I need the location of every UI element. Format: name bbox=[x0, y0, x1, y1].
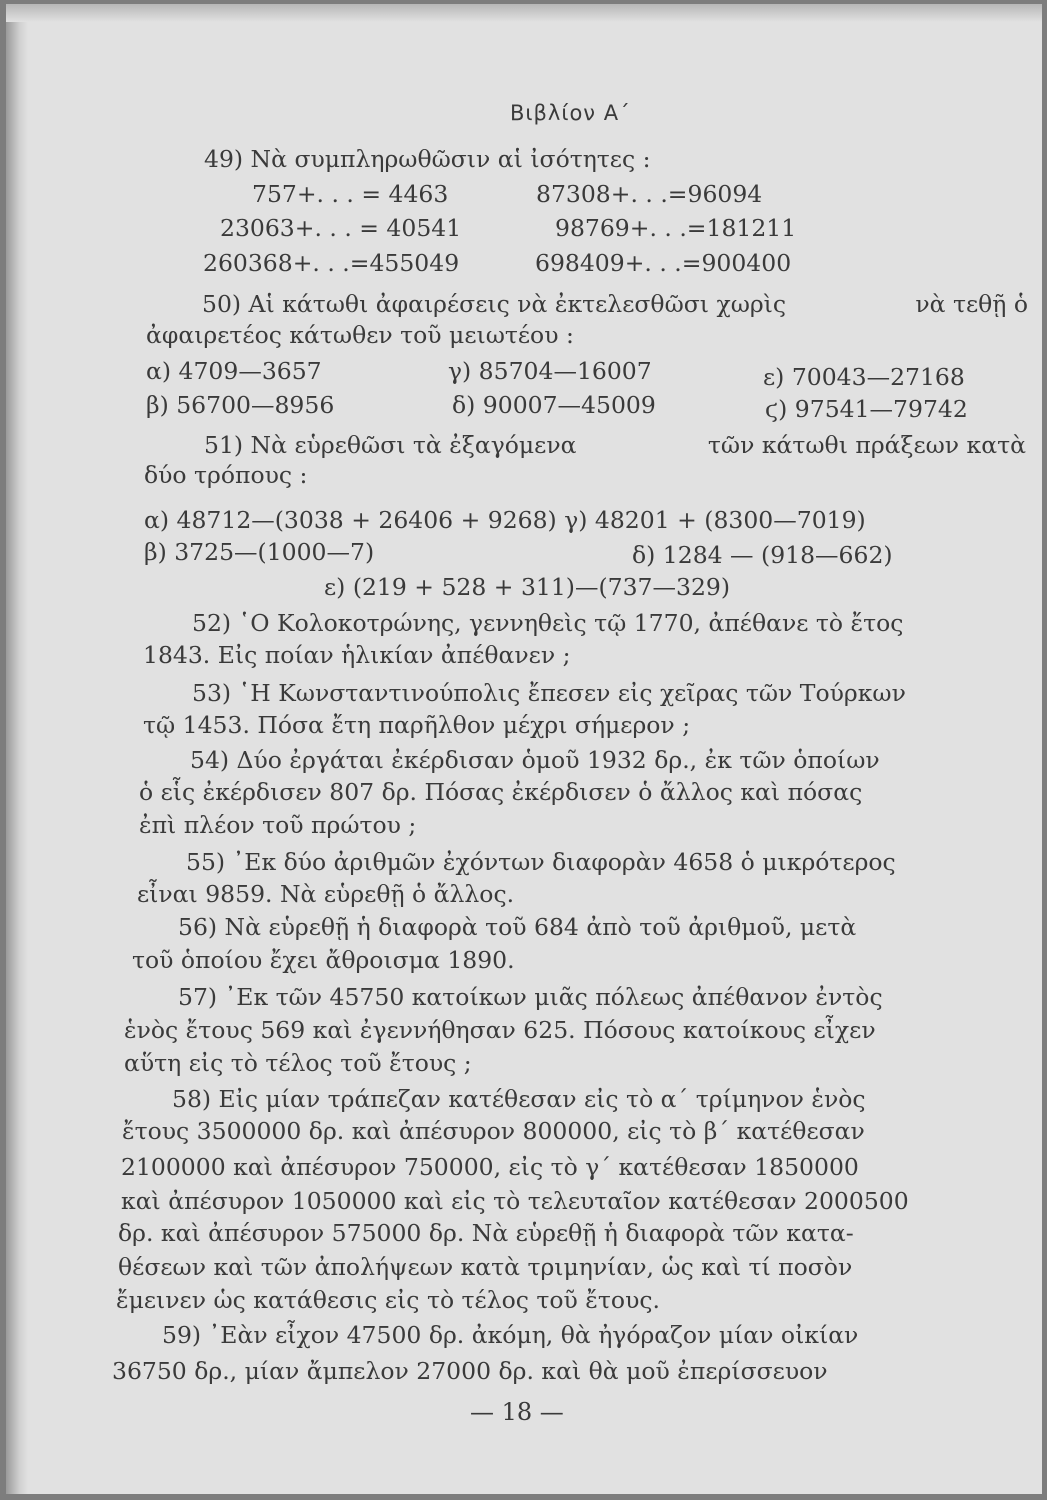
exercise-58-line-5: δρ. καὶ ἀπέσυρον 575000 δρ. Νὰ εὑρεθῇ ἡ διαφορὰ τῶν κατα- bbox=[118, 1219, 854, 1247]
subtraction-f: ϛ) 97541—79742 bbox=[765, 395, 968, 423]
exercise-51-text-part-2: τῶν κάτωθι πράξεων κατὰ bbox=[707, 431, 1026, 459]
exercise-59-line-2: 36750 δρ., μίαν ἄμπελον 27000 δρ. καὶ θὰ μοῦ ἐπερίσσευον bbox=[112, 1357, 828, 1385]
exercise-56-line-1: 56) Νὰ εὑρεθῇ ἡ διαφορὰ τοῦ 684 ἀπὸ τοῦ ἀριθμοῦ, μετὰ bbox=[178, 913, 857, 941]
equation-2b: 98769+. . .=181211 bbox=[555, 214, 797, 242]
expression-a-c: α) 48712—(3038 + 26406 + 9268) γ) 48201 + (8300—7019) bbox=[144, 506, 866, 534]
exercise-58-line-7: ἔμεινεν ὡς κατάθεσις εἰς τὸ τέλος τοῦ ἔτους. bbox=[116, 1286, 660, 1314]
equation-3a: 260368+. . .=455049 bbox=[203, 249, 460, 277]
subtraction-a: α) 4709—3657 bbox=[146, 357, 322, 385]
exercise-56-line-2: τοῦ ὁποίου ἔχει ἄθροισμα 1890. bbox=[132, 946, 515, 974]
exercise-50-line-1 bbox=[202, 289, 1028, 319]
exercise-54-line-3: ἐπὶ πλέον τοῦ πρώτου ; bbox=[139, 811, 417, 839]
expression-b: β) 3725—(1000—7) bbox=[144, 538, 375, 566]
exercise-50-text-part-1: 50) Αἱ κάτωθι ἀφαιρέσεις νὰ ἐκτελεσθῶσι χωρὶς bbox=[202, 290, 787, 318]
equation-3b: 698409+. . .=900400 bbox=[535, 249, 792, 277]
page-shadow-top bbox=[6, 4, 1042, 22]
subtraction-d: δ) 90007—45009 bbox=[452, 391, 656, 419]
exercise-49-heading: 49) Νὰ συμπληρωθῶσιν αἱ ἰσότητες : bbox=[204, 145, 651, 173]
exercise-57-line-1: 57) ᾿Εκ τῶν 45750 κατοίκων μιᾶς πόλεως ἀπέθανον ἐντὸς bbox=[178, 983, 883, 1011]
exercise-51-line-2: δύο τρόπους : bbox=[144, 461, 308, 489]
expression-d: δ) 1284 — (918—662) bbox=[632, 541, 893, 569]
exercise-58-line-6: θέσεων καὶ τῶν ἀπολήψεων κατὰ τριμηνίαν, ὡς καὶ τί ποσὸν bbox=[118, 1253, 853, 1281]
running-header: Βιβλίον Α΄ bbox=[510, 101, 631, 125]
subtraction-c: γ) 85704—16007 bbox=[448, 357, 652, 385]
exercise-57-line-2: ἑνὸς ἔτους 569 καὶ ἐγεννήθησαν 625. Πόσους κατοίκους εἶχεν bbox=[124, 1016, 876, 1044]
exercise-53-line-2: τῷ 1453. Πόσα ἔτη παρῆλθον μέχρι σήμερον ; bbox=[143, 711, 691, 739]
exercise-54-line-2: ὁ εἷς ἐκέρδισεν 807 δρ. Πόσας ἐκέρδισεν ὁ ἄλλος καὶ πόσας bbox=[139, 778, 863, 806]
page-shadow-left bbox=[6, 4, 28, 1494]
subtraction-e: ε) 70043—27168 bbox=[763, 363, 965, 391]
exercise-55-line-2: εἶναι 9859. Νὰ εὑρεθῇ ὁ ἄλλος. bbox=[137, 880, 515, 908]
exercise-58-line-4: καὶ ἀπέσυρον 1050000 καὶ εἰς τὸ τελευταῖον κατέθεσαν 2000500 bbox=[121, 1187, 909, 1215]
page-number: — 18 — bbox=[470, 1398, 564, 1426]
book-page bbox=[6, 4, 1042, 1494]
exercise-50-text-part-2: νὰ τεθῇ ὁ bbox=[915, 290, 1028, 318]
exercise-58-line-1: 58) Εἰς μίαν τράπεζαν κατέθεσαν εἰς τὸ α΄ τρίμηνον ἑνὸς bbox=[172, 1085, 866, 1113]
exercise-52-line-2: 1843. Εἰς ποίαν ἡλικίαν ἀπέθανεν ; bbox=[143, 641, 571, 669]
equation-1b: 87308+. . .=96094 bbox=[536, 180, 763, 208]
exercise-54-line-1: 54) Δύο ἐργάται ἐκέρδισαν ὁμοῦ 1932 δρ., ἐκ τῶν ὁποίων bbox=[190, 746, 880, 774]
exercise-57-line-3: αὕτη εἰς τὸ τέλος τοῦ ἔτους ; bbox=[124, 1049, 472, 1077]
exercise-58-line-3: 2100000 καὶ ἀπέσυρον 750000, εἰς τὸ γ΄ κατέθεσαν 1850000 bbox=[121, 1153, 859, 1181]
equation-1a: 757+. . . = 4463 bbox=[252, 180, 449, 208]
exercise-53-line-1: 53) ῾Η Κωνσταντινούπολις ἔπεσεν εἰς χεῖρας τῶν Τούρκων bbox=[192, 679, 906, 707]
exercise-51-line-1 bbox=[204, 430, 1026, 460]
exercise-52-line-1: 52) ῾Ο Κολοκοτρώνης, γεννηθεὶς τῷ 1770, ἀπέθανε τὸ ἔτος bbox=[192, 609, 904, 637]
exercise-55-line-1: 55) ᾿Εκ δύο ἀριθμῶν ἐχόντων διαφορὰν 4658 ὁ μικρότερος bbox=[186, 848, 896, 876]
exercise-50-line-2: ἀφαιρετέος κάτωθεν τοῦ μειωτέου : bbox=[146, 321, 574, 349]
equation-2a: 23063+. . . = 40541 bbox=[220, 214, 462, 242]
expression-e: ε) (219 + 528 + 311)—(737—329) bbox=[324, 573, 731, 601]
subtraction-b: β) 56700—8956 bbox=[146, 391, 335, 419]
exercise-51-text-part-1: 51) Νὰ εὑρεθῶσι τὰ ἐξαγόμενα bbox=[204, 431, 577, 459]
exercise-59-line-1: 59) ᾿Εὰν εἶχον 47500 δρ. ἀκόμη, θὰ ἠγόραζον μίαν οἰκίαν bbox=[162, 1321, 859, 1349]
exercise-58-line-2: ἔτους 3500000 δρ. καὶ ἀπέσυρον 800000, εἰς τὸ β΄ κατέθεσαν bbox=[122, 1117, 865, 1145]
